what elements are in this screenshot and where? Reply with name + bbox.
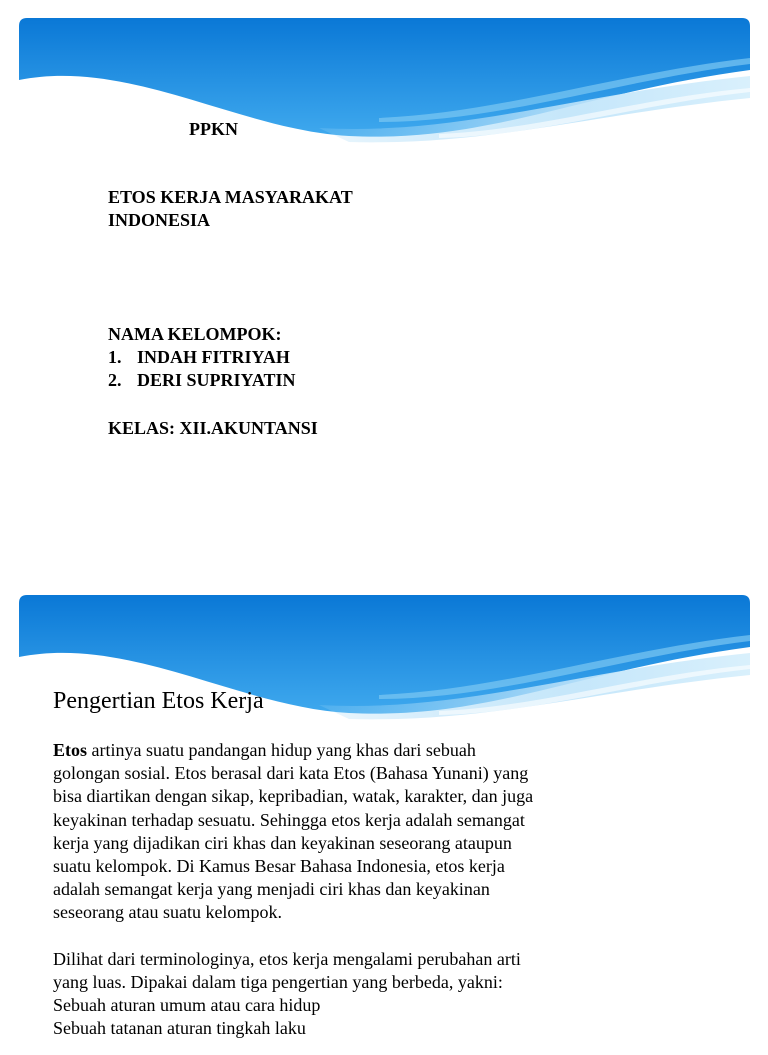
- group-label: NAMA KELOMPOK:: [108, 324, 282, 344]
- text-line: Sebuah aturan umum atau cara hidup: [53, 995, 321, 1016]
- paragraph-terminology: [53, 948, 613, 1041]
- text-line: adalah semangat kerja yang menjadi ciri khas dan keyakinan: [53, 879, 490, 900]
- text-line: kerja yang dijadikan ciri khas dan keyakinan seseorang ataupun: [53, 832, 512, 853]
- member-number: 2.: [108, 370, 122, 390]
- text-line: seseorang atau suatu kelompok.: [53, 902, 282, 923]
- wave-header-decoration: [19, 18, 750, 148]
- title-line-1: ETOS KERJA MASYARAKAT: [108, 187, 353, 207]
- text-line: suatu kelompok. Di Kamus Besar Bahasa Indonesia, etos kerja: [53, 856, 505, 877]
- presentation-title: [108, 186, 353, 232]
- member-item: [108, 369, 296, 392]
- member-number: 1.: [108, 347, 122, 367]
- group-section: [108, 323, 296, 392]
- member-name: DERI SUPRIYATIN: [137, 370, 296, 390]
- slide-title: [19, 18, 750, 570]
- slide-definition: [19, 595, 750, 1055]
- class-label: KELAS: XII.AKUNTANSI: [108, 418, 318, 438]
- term-bold: Etos: [53, 740, 88, 760]
- subject-label: PPKN: [189, 119, 238, 139]
- member-item: [108, 346, 296, 369]
- member-name: INDAH FITRIYAH: [137, 347, 290, 367]
- paragraph-definition: [53, 739, 613, 925]
- title-line-2: INDONESIA: [108, 210, 211, 230]
- text-line: Etos artinya suatu pandangan hidup yang khas dari sebuah: [53, 740, 476, 760]
- body-text: [53, 739, 613, 1055]
- text-line: golongan sosial. Etos berasal dari kata Etos (Bahasa Yunani) yang: [53, 763, 529, 784]
- text-line: Sebuah tatanan aturan tingkah laku: [53, 1018, 306, 1039]
- section-heading: Pengertian Etos Kerja: [53, 688, 264, 714]
- text-line: keyakinan terhadap sesuatu. Sehingga etos kerja adalah semangat: [53, 809, 525, 830]
- text-line: Dilihat dari terminologinya, etos kerja mengalami perubahan arti: [53, 948, 521, 969]
- text-line: bisa diartikan dengan sikap, kepribadian, watak, karakter, dan juga: [53, 786, 534, 807]
- text-line: yang luas. Dipakai dalam tiga pengertian yang berbeda, yakni:: [53, 972, 503, 993]
